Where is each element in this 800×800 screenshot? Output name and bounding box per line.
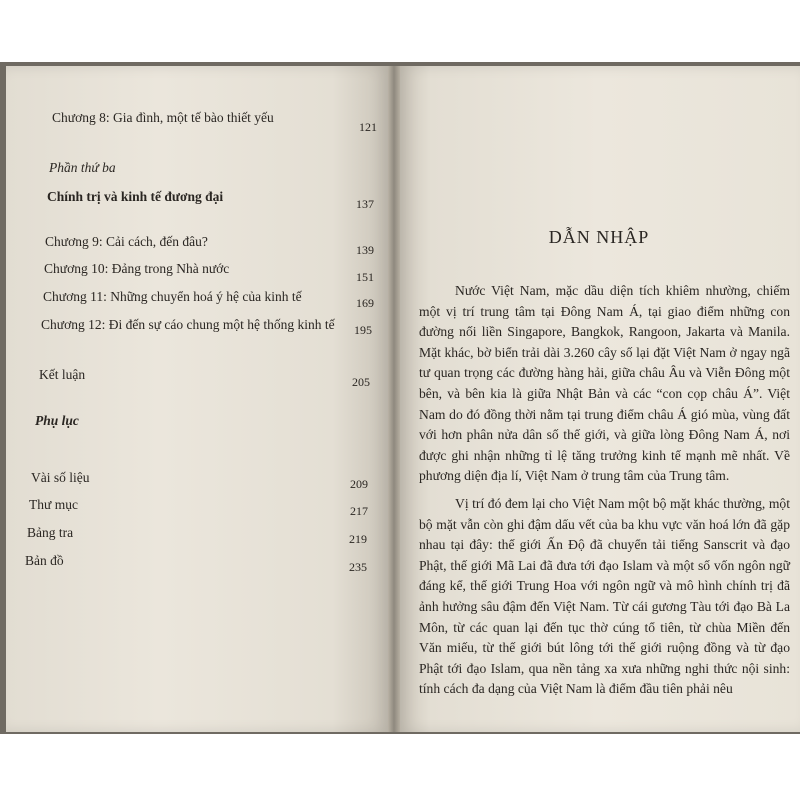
toc-entry-page: 139 xyxy=(356,243,374,257)
toc-entry-page: 169 xyxy=(356,296,374,310)
toc-entry-label: Kết luận xyxy=(39,367,86,382)
toc-entry-page: 217 xyxy=(350,504,368,518)
toc-entry-label: Chương 12: Đi đến sự cáo chung một hệ thống kinh tế xyxy=(41,317,335,332)
paragraph: Nước Việt Nam, mặc dầu diện tích khiêm nhường, chiếm một vị trí trung tâm tại Đông Nam Á, tại giao điểm những con đường nối liền Singapore, Bangkok, Rangoon, Jakarta và Manila. Mặt khác, bờ biển trải dài 3.260 cây số lại đặt Việt Nam ở ngay ngã tư quan trọng các đường hàng hải, giữa châu Âu và Viễn Đông một bên, và bên kia là giữa Nhật Bản và các “con cọp châu Á”. Việt Nam do đó đồng thời nằm tại trung điểm châu Á gió mùa, vùng đất với hơn phân nửa dân số thế giới, và giữa lòng Đông Nam Á, nơi được ghi nhận những tỉ lệ tăng trưởng kinh tế mạnh mẽ nhất. Về phương diện địa lí, Việt Nam ở trung tâm của Trung tâm. xyxy=(419,283,790,484)
chapter-heading: DẪN NHẬP xyxy=(548,227,650,247)
introduction-text xyxy=(419,281,790,700)
toc-entry-label: Vài số liệu xyxy=(31,470,90,485)
toc-entry-label: Thư mục xyxy=(29,497,78,512)
toc-entry-page: 205 xyxy=(352,375,370,389)
toc-entry-label: Chương 8: Gia đình, một tế bào thiết yếu xyxy=(52,110,274,125)
toc-part-label: Phần thứ ba xyxy=(49,160,116,175)
book-gutter xyxy=(388,66,400,732)
toc-entry-page: 137 xyxy=(356,197,374,211)
toc-entry-label: Chương 10: Đảng trong Nhà nước xyxy=(44,261,230,276)
toc-entry-label: Chương 11: Những chuyển hoá ý hệ của kinh tế xyxy=(43,289,302,304)
paragraph: Vị trí đó đem lại cho Việt Nam một bộ mặt khác thường, một bộ mặt vẫn còn ghi đậm dấu vết của ba khu vực văn hoá lớn đã gặp nhau tại đây: thế giới Ấn Độ đã chuyển tải tiếng Sanscrit và đạo Phật, thế giới Mã Lai đã đưa tới đạo Islam và một số vốn ngôn ngữ đáng kể, thế giới Trung Hoa với ngôn ngữ và mô hình chính trị đã ảnh hưởng sâu đậm đến Việt Nam. Từ cái gương Tàu tới đạo Bà La Môn, từ các quan lại đến tục thờ cúng tổ tiên, từ chùa Miền đến Văn miếu, từ thế giới bút lông tới thế giới ruộng đồng và từ đạo Phật tới đạo Islam, qua nền tảng xa xưa những nghi thức nội sinh: tính cách đa dạng của Việt Nam là điểm đầu tiên phải nêu xyxy=(419,495,790,697)
toc-entry-page: 195 xyxy=(354,323,372,337)
toc-entry-label: Bảng tra xyxy=(27,525,74,540)
toc-entry-label: Chương 9: Cải cách, đến đâu? xyxy=(45,234,208,249)
toc-entry-label: Bản đồ xyxy=(25,553,64,568)
toc-part-title: Chính trị và kinh tế đương đại xyxy=(47,189,224,204)
toc-entry-page: 209 xyxy=(350,477,368,491)
toc-appendix-label: Phụ lục xyxy=(35,413,79,428)
toc-entry-page: 121 xyxy=(359,120,377,134)
toc-entry-page: 235 xyxy=(349,560,367,574)
toc-entry-page: 219 xyxy=(349,532,367,546)
toc-entry-page: 151 xyxy=(356,270,374,284)
